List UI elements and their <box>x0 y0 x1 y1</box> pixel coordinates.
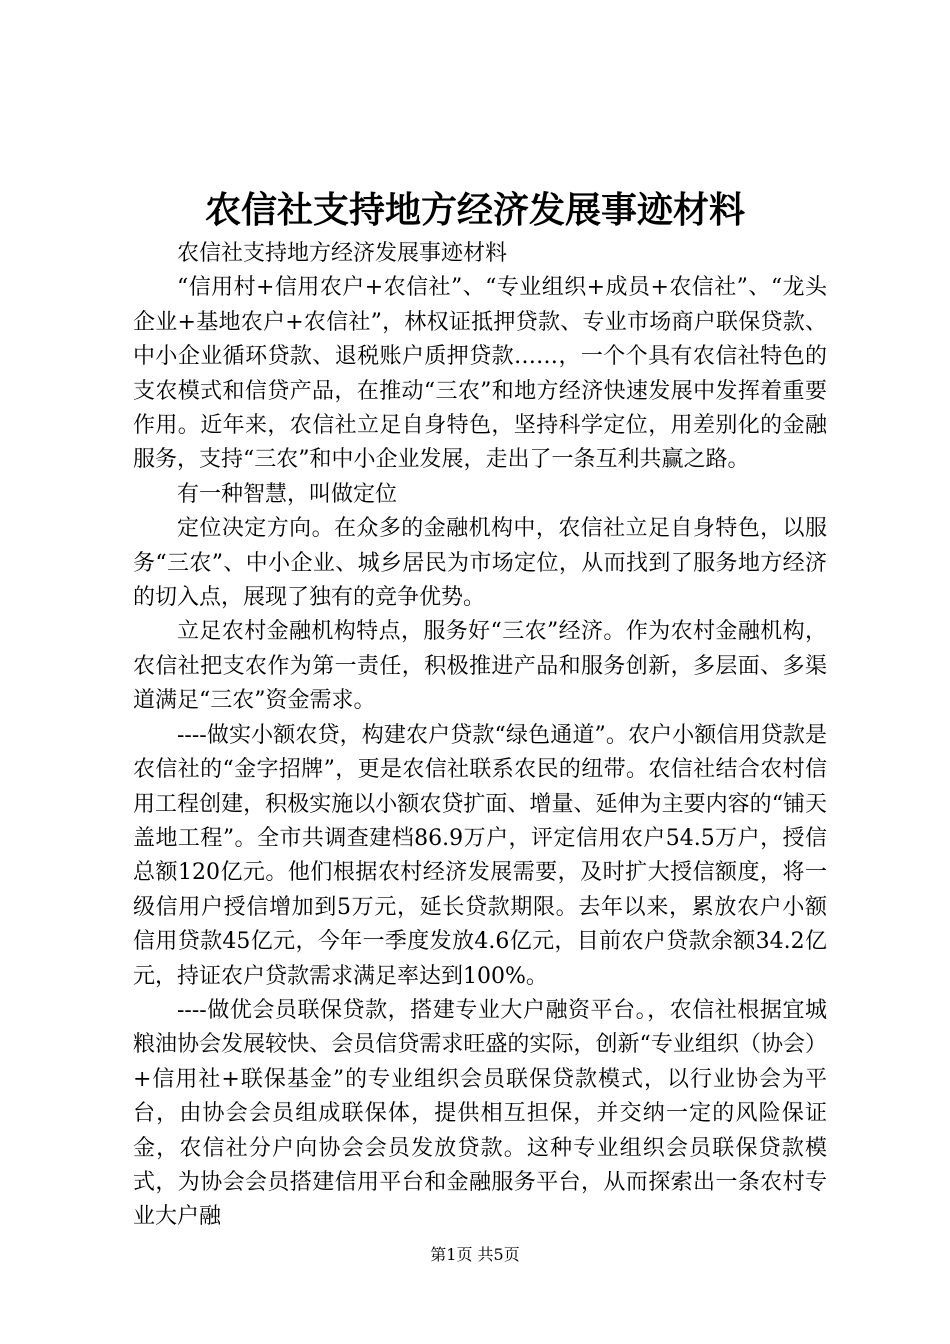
document-title: 农信社支持地方经济发展事迹材料 <box>204 189 745 231</box>
section-heading: 有一种智慧，叫做定位 <box>177 481 398 507</box>
paragraph: 农信社支持地方经济发展事迹材料 <box>177 241 508 266</box>
paragraph: 立足农村金融机构特点，服务好“三农”经济。作为农村金融机构，农信社把支农作为第一责任，积极推进产品和服务创新，多层面、多渠道满足“三农”资金需求。 <box>133 619 827 714</box>
page-number-footer: 第1页 共5页 <box>430 1245 520 1264</box>
paragraph: 定位决定方向。在众多的金融机构中，农信社立足自身特色，以服务“三农”、中小企业、城乡居民为市场定位，从而找到了服务地方经济的切入点，展现了独有的竞争优势。 <box>133 516 827 611</box>
document-body <box>133 237 827 1235</box>
paragraph: ----做实小额农贷，构建农户贷款“绿色通道”。农户小额信用贷款是农信社的“金字招牌”，更是农信社联系农民的纽带。农信社结合农村信用工程创建，积极实施以小额农贷扩面、增量、延伸为主要内容的“铺天盖地工程”。全市共调查建档86.9万户，评定信用农户54.5万户，授信总额120亿元。他们根据农村经济发展需要，及时扩大授信额度，将一级信用户授信增加到5万元，延长贷款期限。去年以来，累放农户小额信用贷款45亿元，今年一季度发放4.6亿元，目前农户贷款余额34.2亿元，持证农户贷款需求满足率达到100%。 <box>133 722 827 989</box>
paragraph: “信用村+信用农户+农信社”、“专业组织+成员+农信社”、“龙头企业+基地农户+农信社”，林权证抵押贷款、专业市场商户联保贷款、中小企业循环贷款、退税账户质押贷款……，一个个具有农信社特色的支农模式和信贷产品，在推动“三农”和地方经济快速发展中发挥着重要作用。近年来，农信社立足自身特色，坚持科学定位，用差别化的金融服务，支持“三农”和中小企业发展，走出了一条互利共赢之路。 <box>133 275 827 473</box>
paragraph: ----做优会员联保贷款，搭建专业大户融资平台。，农信社根据宜城粮油协会发展较快、会员信贷需求旺盛的实际，创新“专业组织（协会）+信用社+联保基金”的专业组织会员联保贷款模式，以行业协会为平台，由协会会员组成联保体，提供相互担保，并交纳一定的风险保证金，农信社分户向协会会员发放贷款。这种专业组织会员联保贷款模式，为协会会员搭建信用平台和金融服务平台，从而探索出一条农村专业大户融 <box>133 997 827 1230</box>
